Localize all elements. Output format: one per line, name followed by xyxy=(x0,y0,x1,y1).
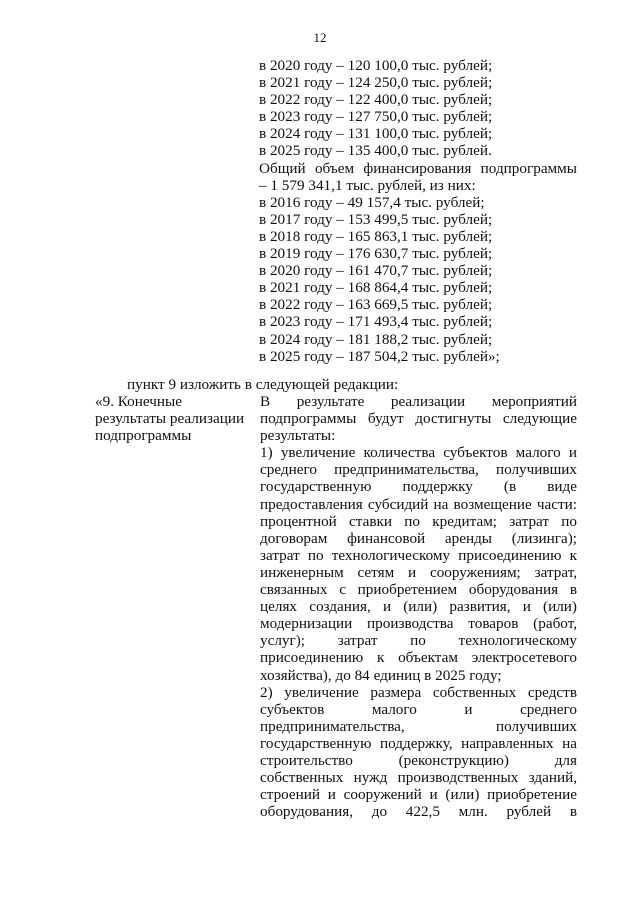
item-title-line: результаты реализации xyxy=(95,410,245,428)
item-body-line: целях создания, и (или) развития, и (или) xyxy=(260,598,577,616)
item-body-line: подпрограммы будут достигнуты следующие xyxy=(260,410,577,428)
item-body-line: предпринимательства, получивших xyxy=(260,717,577,735)
item-body-line: государственную поддержку (в виде xyxy=(260,478,577,496)
financing-total-line: – 1 579 341,1 тыс. рублей, из них: xyxy=(259,176,476,194)
financing-line: в 2016 году – 49 157,4 тыс. рублей; xyxy=(259,193,485,211)
item-body-line: государственную поддержку, направленных на xyxy=(260,734,577,752)
financing-line: в 2024 году – 181 188,2 тыс. рублей; xyxy=(259,330,493,348)
item-body-line: строений и сооружений и (или) приобретение xyxy=(260,786,577,804)
financing-line: в 2020 году – 120 100,0 тыс. рублей; xyxy=(259,57,493,74)
item-body-line: договорам финансовой аренды (лизинга); xyxy=(260,529,577,547)
financing-line: в 2025 году – 187 504,2 тыс. рублей»; xyxy=(259,347,500,365)
financing-block xyxy=(259,57,577,365)
financing-line: в 2025 году – 135 400,0 тыс. рублей. xyxy=(259,142,492,160)
item-body-line: 2) увеличение размера собственных средств xyxy=(260,683,577,701)
financing-line: в 2018 году – 165 863,1 тыс. рублей; xyxy=(259,227,493,245)
item-body-line: оборудования, до 422,5 млн. рублей в xyxy=(260,803,577,821)
item-body-line: затрат по технологическому присоединению к xyxy=(260,546,577,564)
item-body-line: связанных с приобретением оборудования в xyxy=(260,581,577,599)
item-body-line: присоединению к объектам электросетевого xyxy=(260,649,577,667)
page-number: 12 xyxy=(313,30,327,45)
item-body-line: собственных нужд производственных зданий, xyxy=(260,769,577,787)
item-body-line: В результате реализации мероприятий xyxy=(260,393,577,410)
financing-line: в 2017 году – 153 499,5 тыс. рублей; xyxy=(259,210,493,228)
financing-line: в 2020 году – 161 470,7 тыс. рублей; xyxy=(259,262,493,280)
item-body-line: инженерным сетям и сооружениям; затрат, xyxy=(260,563,577,581)
item-title-column xyxy=(95,393,255,444)
amendment-intro: пункт 9 изложить в следующей редакции: xyxy=(127,376,399,393)
item-title-line: подпрограммы xyxy=(95,427,192,445)
item-body-line: услуг); затрат по технологическому xyxy=(260,632,577,650)
item-title-line: «9. Конечные xyxy=(95,393,182,410)
financing-line: в 2019 году – 176 630,7 тыс. рублей; xyxy=(259,245,493,263)
item-body-line: субъектов малого и среднего xyxy=(260,700,577,718)
item-body-column xyxy=(260,393,577,820)
financing-line: в 2023 году – 171 493,4 тыс. рублей; xyxy=(259,313,493,331)
item-body-line: хозяйства), до 84 единиц в 2025 году; xyxy=(260,666,502,684)
financing-line: в 2021 году – 168 864,4 тыс. рублей; xyxy=(259,279,493,297)
financing-line: в 2021 году – 124 250,0 тыс. рублей; xyxy=(259,74,493,92)
financing-line: в 2023 году – 127 750,0 тыс. рублей; xyxy=(259,108,493,126)
item-body-line: предоставления субсидий на возмещение части: xyxy=(260,495,577,513)
financing-line: в 2022 году – 122 400,0 тыс. рублей; xyxy=(259,91,493,109)
item-body-line: процентной ставки по кредитам; затрат по xyxy=(260,512,577,530)
financing-line: в 2022 году – 163 669,5 тыс. рублей; xyxy=(259,296,493,314)
item-body-line: 1) увеличение количества субъектов малого и xyxy=(260,444,577,462)
item-body-line: модернизации производства товаров (работ, xyxy=(260,615,577,633)
item-body-line: строительство (реконструкцию) для xyxy=(260,751,577,769)
financing-line: в 2024 году – 131 100,0 тыс. рублей; xyxy=(259,125,493,143)
item-body-line: среднего предпринимательства, получивших xyxy=(260,461,577,479)
item-body-line: результаты: xyxy=(260,427,336,445)
financing-total-line: Общий объем финансирования подпрограммы xyxy=(259,159,577,177)
